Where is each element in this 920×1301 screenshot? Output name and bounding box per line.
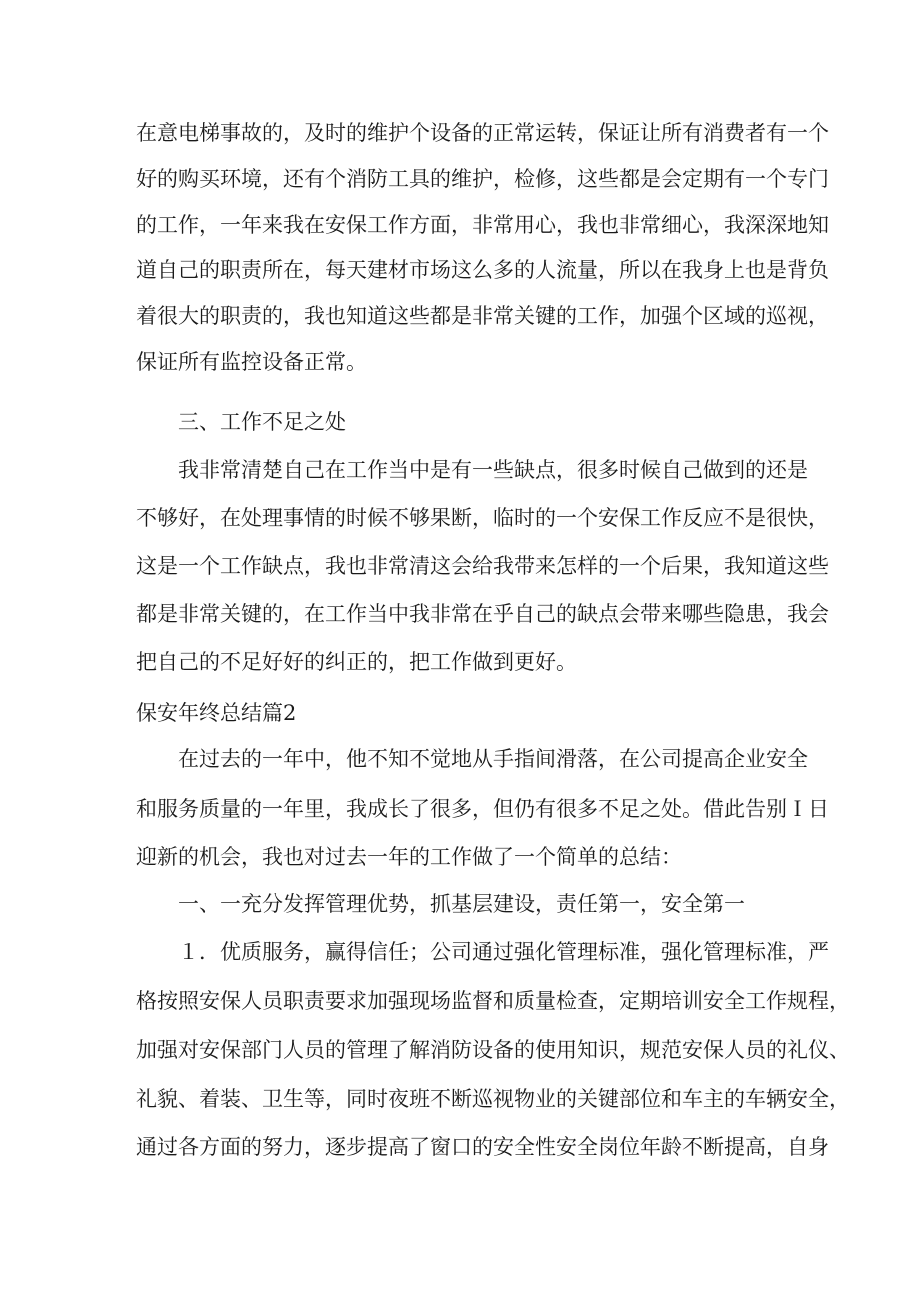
paragraph-line: 格按照安保人员职责要求加强现场监督和质量检查，定期培训安全工作规程，: [136, 989, 850, 1013]
paragraph-line: 礼貌、着装、卫生等，同时夜班不断巡视物业的关键部位和车主的车辆安全，: [136, 1087, 850, 1111]
paragraph-line: 加强对安保部门人员的管理了解消防设备的使用知识，规范安保人员的礼仪、: [136, 1038, 850, 1062]
paragraph-line: 和服务质量的一年里，我成长了很多，但仍有很多不足之处。借此告别Ｉ日: [136, 797, 829, 821]
paragraph-line: 的工作，一年来我在安保工作方面，非常用心，我也非常细心，我深深地知: [136, 213, 829, 237]
section-heading: 一、一充分发挥管理优势，抓基层建设，责任第一，安全第一: [178, 892, 745, 916]
paragraph-line: 我非常清楚自己在工作当中是有一些缺点，很多时候自己做到的还是: [178, 458, 808, 482]
paragraph-line: １．优质服务，赢得信任；公司通过强化管理标准，强化管理标准，严: [178, 940, 829, 964]
paragraph-line: 在过去的一年中，他不知不觉地从手指间滑落，在公司提高企业安全: [178, 747, 808, 771]
paragraph-line: 把自己的不足好好的纠正的，把工作做到更好。: [136, 650, 577, 674]
paragraph-line: 通过各方面的努力，逐步提高了窗口的安全性安全岗位年龄不断提高，自身: [136, 1135, 829, 1159]
paragraph-line: 不够好，在处理事情的时候不够果断，临时的一个安保工作反应不是很快，: [136, 506, 829, 530]
paragraph-line: 着很大的职责的，我也知道这些都是非常关键的工作，加强个区域的巡视，: [136, 304, 829, 328]
paragraph-line: 都是非常关键的，在工作当中我非常在乎自己的缺点会带来哪些隐患，我会: [136, 602, 829, 626]
paragraph-line: 保证所有监控设备正常。: [136, 350, 367, 374]
paragraph-line: 好的购买环境，还有个消防工具的维护，检修，这些都是会定期有一个专门: [136, 167, 829, 191]
paragraph-line: 迎新的机会，我也对过去一年的工作做了一个简单的总结：: [136, 845, 682, 869]
paragraph-line: 在意电梯事故的，及时的维护个设备的正常运转，保证让所有消费者有一个: [136, 121, 829, 145]
paragraph-line: 道自己的职责所在，每天建材市场这么多的人流量，所以在我身上也是背负: [136, 258, 829, 282]
section-heading: 三、工作不足之处: [178, 410, 346, 434]
article-title: 保安年终总结篇2: [136, 701, 297, 725]
paragraph-line: 这是一个工作缺点，我也非常清这会给我带来怎样的一个后果，我知道这些: [136, 554, 829, 578]
